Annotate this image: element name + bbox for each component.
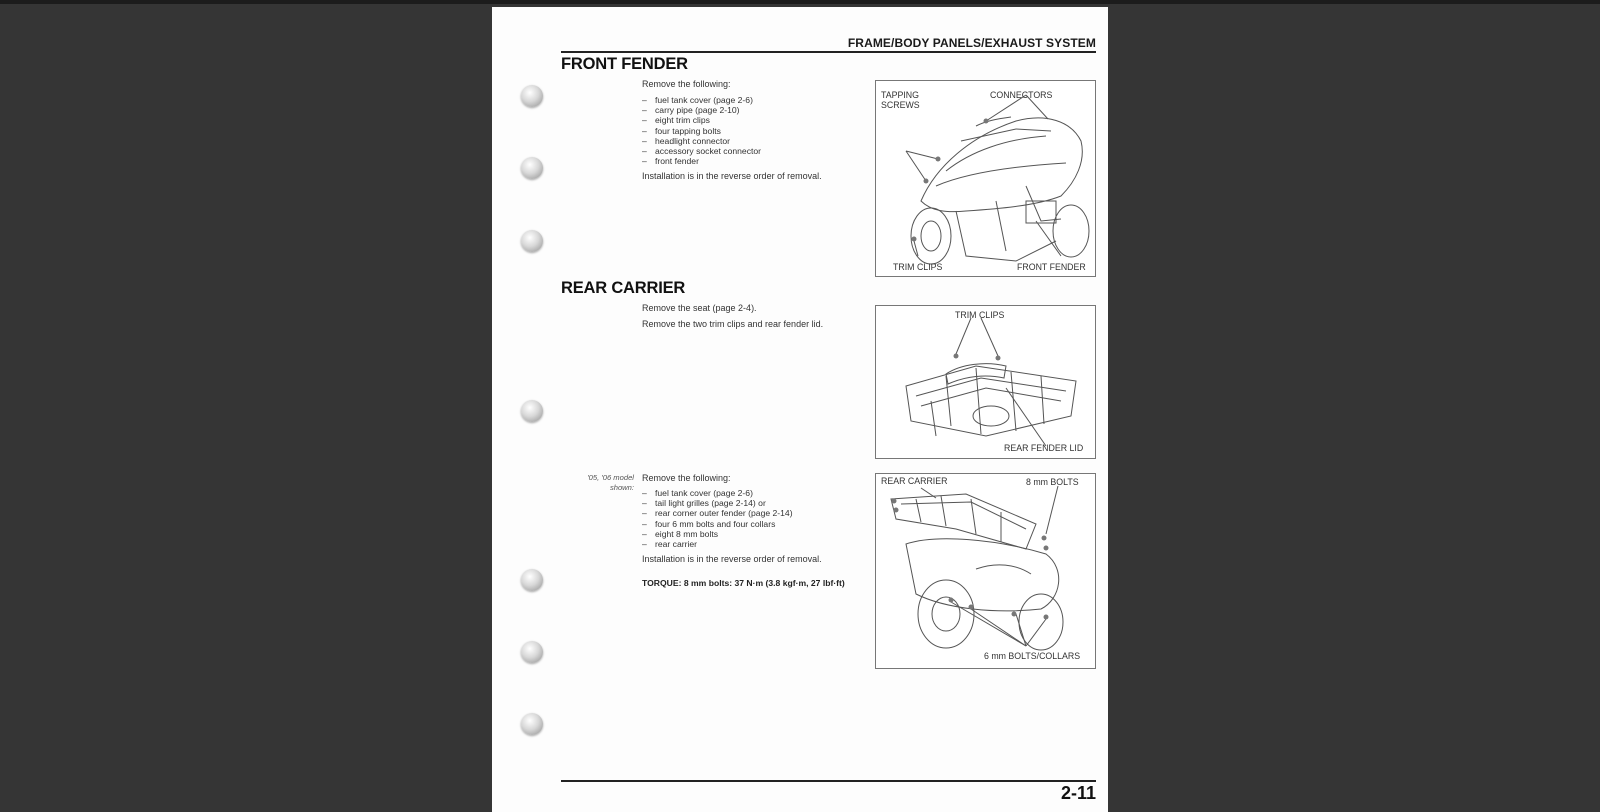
rear-carrier-intro: Remove the following: bbox=[642, 473, 731, 483]
callout-trim-clips: TRIM CLIPS bbox=[893, 262, 943, 272]
step-item: – fuel tank cover (page 2-6) bbox=[642, 488, 793, 498]
binder-hole bbox=[521, 230, 543, 252]
callout-rear-carrier: REAR CARRIER bbox=[881, 476, 948, 486]
step-item: – four tapping bolts bbox=[642, 126, 761, 136]
page-number: 2-11 bbox=[1060, 783, 1096, 803]
front-fender-figure bbox=[875, 80, 1096, 277]
front-fender-intro: Remove the following: bbox=[642, 79, 731, 89]
step-item: – carry pipe (page 2-10) bbox=[642, 105, 761, 115]
callout-8mm-bolts: 8 mm BOLTS bbox=[1026, 477, 1079, 487]
front-fender-title: FRONT FENDER bbox=[561, 55, 688, 73]
rear-carrier-install-note: Installation is in the reverse order of removal. bbox=[642, 554, 822, 564]
step-item: – four 6 mm bolts and four collars bbox=[642, 519, 793, 529]
binder-hole bbox=[521, 569, 543, 591]
rear-carrier-figure bbox=[875, 473, 1096, 669]
front-fender-illustration bbox=[876, 81, 1095, 276]
callout-front-fender: FRONT FENDER bbox=[1017, 262, 1086, 272]
step-item: – accessory socket connector bbox=[642, 146, 761, 156]
binder-hole bbox=[521, 713, 543, 735]
callout-rear-fender-lid: REAR FENDER LID bbox=[1004, 443, 1084, 453]
front-fender-install-note: Installation is in the reverse order of removal. bbox=[642, 171, 822, 181]
binder-hole bbox=[521, 641, 543, 663]
rear-carrier-step-seat: Remove the seat (page 2-4). bbox=[642, 303, 757, 313]
step-item: – fuel tank cover (page 2-6) bbox=[642, 95, 761, 105]
step-item: – headlight connector bbox=[642, 136, 761, 146]
viewer-top-bar bbox=[0, 0, 1600, 4]
rear-carrier-steps bbox=[642, 488, 793, 549]
callout-6mm-bolts-collars: 6 mm BOLTS/COLLARS bbox=[984, 651, 1081, 661]
front-fender-steps bbox=[642, 95, 761, 166]
step-item: – eight 8 mm bolts bbox=[642, 529, 793, 539]
binder-hole bbox=[521, 85, 543, 107]
footer-rule bbox=[561, 780, 1096, 782]
callout-trim-clips: TRIM CLIPS bbox=[955, 310, 1005, 320]
model-note: '05, '06 model shown: bbox=[587, 473, 634, 492]
rear-carrier-illustration bbox=[876, 474, 1095, 668]
header-rule bbox=[561, 51, 1096, 53]
binder-hole bbox=[521, 157, 543, 179]
chapter-header: FRAME/BODY PANELS/EXHAUST SYSTEM bbox=[847, 36, 1096, 50]
rear-carrier-step-trim: Remove the two trim clips and rear fender lid. bbox=[642, 319, 824, 329]
step-item: – eight trim clips bbox=[642, 115, 761, 125]
step-item: – rear corner outer fender (page 2-14) bbox=[642, 508, 793, 518]
rear-fender-lid-figure bbox=[875, 305, 1096, 459]
step-item: – tail light grilles (page 2-14) or bbox=[642, 498, 793, 508]
binder-hole bbox=[521, 400, 543, 422]
rear-carrier-title: REAR CARRIER bbox=[561, 279, 686, 297]
step-item: – front fender bbox=[642, 156, 761, 166]
manual-page bbox=[492, 7, 1108, 812]
callout-tapping-screws: TAPPING SCREWS bbox=[881, 90, 920, 110]
rear-fender-lid-illustration bbox=[876, 306, 1095, 458]
callout-connectors: CONNECTORS bbox=[990, 90, 1053, 100]
torque-spec: TORQUE: 8 mm bolts: 37 N·m (3.8 kgf·m, 27 lbf·ft) bbox=[642, 578, 845, 588]
step-item: – rear carrier bbox=[642, 539, 793, 549]
